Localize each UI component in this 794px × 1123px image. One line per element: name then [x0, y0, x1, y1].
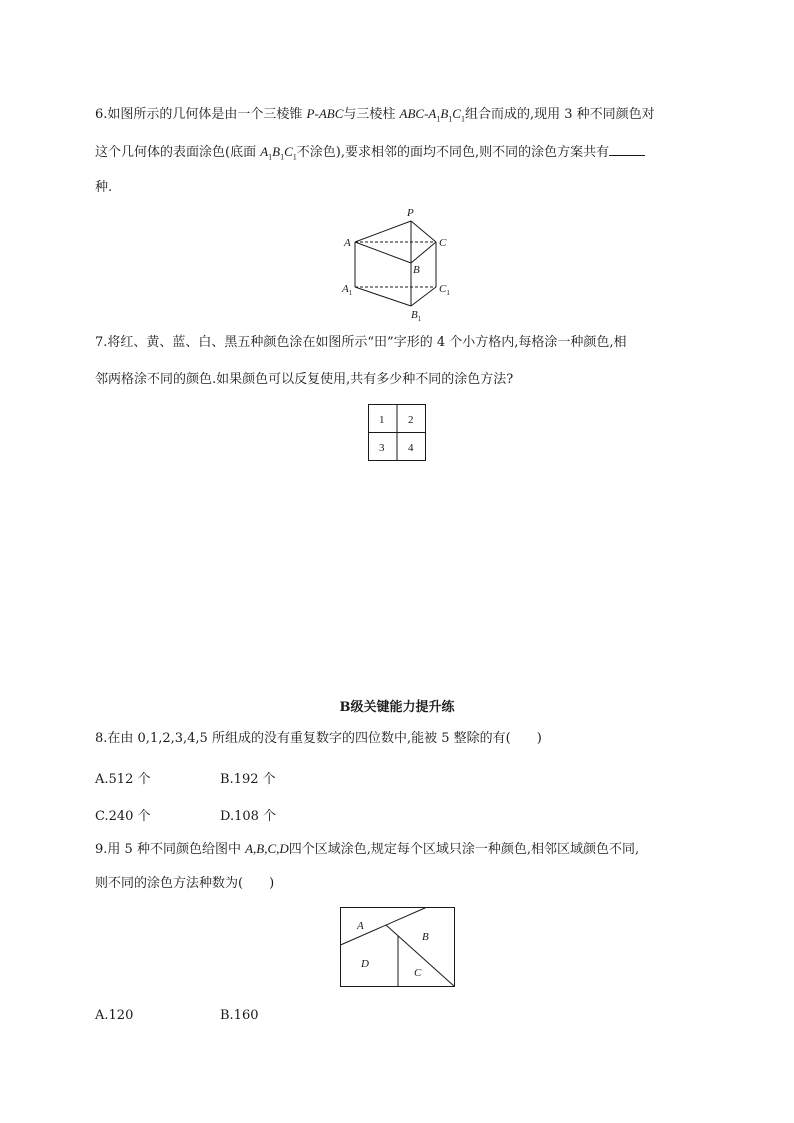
q9-line-1: 9.用 5 种不同颜色给图中 A,B,C,D四个区域涂色,规定每个区域只涂一种颜色,相邻区域颜色不同,: [95, 841, 640, 857]
label-B: B: [413, 264, 420, 276]
region-map-figure: [340, 907, 456, 989]
grid-cell-1: 1: [379, 414, 385, 426]
label-A: A: [344, 237, 351, 249]
label-A1: $A_1$: [342, 283, 353, 297]
q8-option-c[interactable]: C.240 个: [95, 809, 151, 824]
q7-line-1: 7.将红、黄、蓝、白、黑五种颜色涂在如图所示“田”字形的 4 个小方格内,每格涂一种颜色,相: [95, 335, 627, 350]
region-B-label: B: [422, 931, 429, 943]
q8-option-d[interactable]: D.108 个: [220, 809, 277, 824]
q9-option-a[interactable]: A.120: [95, 1008, 134, 1023]
region-D-label: D: [361, 958, 369, 970]
region-A-label: A: [357, 920, 364, 932]
answer-blank[interactable]: [609, 143, 645, 156]
grid-cell-4: 4: [408, 442, 414, 454]
label-C: C: [439, 237, 447, 249]
pyramid-prism-figure: [340, 205, 460, 323]
q8-stem: 8.在由 0,1,2,3,4,5 所组成的没有重复数字的四位数中,能被 5 整除的有( ): [95, 731, 542, 746]
grid-cell-3: 3: [379, 442, 385, 454]
label-B1: $B_1$: [411, 309, 422, 323]
tian-grid-figure: [368, 404, 426, 462]
q6-line-3: 种.: [95, 180, 113, 195]
q9-option-b[interactable]: B.160: [220, 1008, 259, 1023]
q7-line-2: 邻两格涂不同的颜色.如果颜色可以反复使用,共有多少种不同的涂色方法?: [95, 372, 514, 387]
region-C-label: C: [414, 967, 422, 979]
label-P: P: [407, 207, 414, 219]
q9-line-2: 则不同的涂色方法种数为( ): [95, 876, 275, 891]
grid-cell-2: 2: [408, 414, 414, 426]
section-title: B级关键能力提升练: [339, 700, 455, 715]
q8-option-b[interactable]: B.192 个: [220, 772, 276, 787]
q6-line-2: 这个几何体的表面涂色(底面 $A_1B_1C_1$不涂色),要求相邻的面均不同色,则不同的涂色方案共有: [95, 143, 645, 166]
q8-option-a[interactable]: A.512 个: [95, 772, 151, 787]
q6-line-1: 6.如图所示的几何体是由一个三棱锥 P-ABC与三棱柱 ABC-$A_1B_1C_1$组合而成的,现用 3 种不同颜色对: [95, 106, 655, 124]
label-C1: $C_1$: [439, 283, 450, 297]
